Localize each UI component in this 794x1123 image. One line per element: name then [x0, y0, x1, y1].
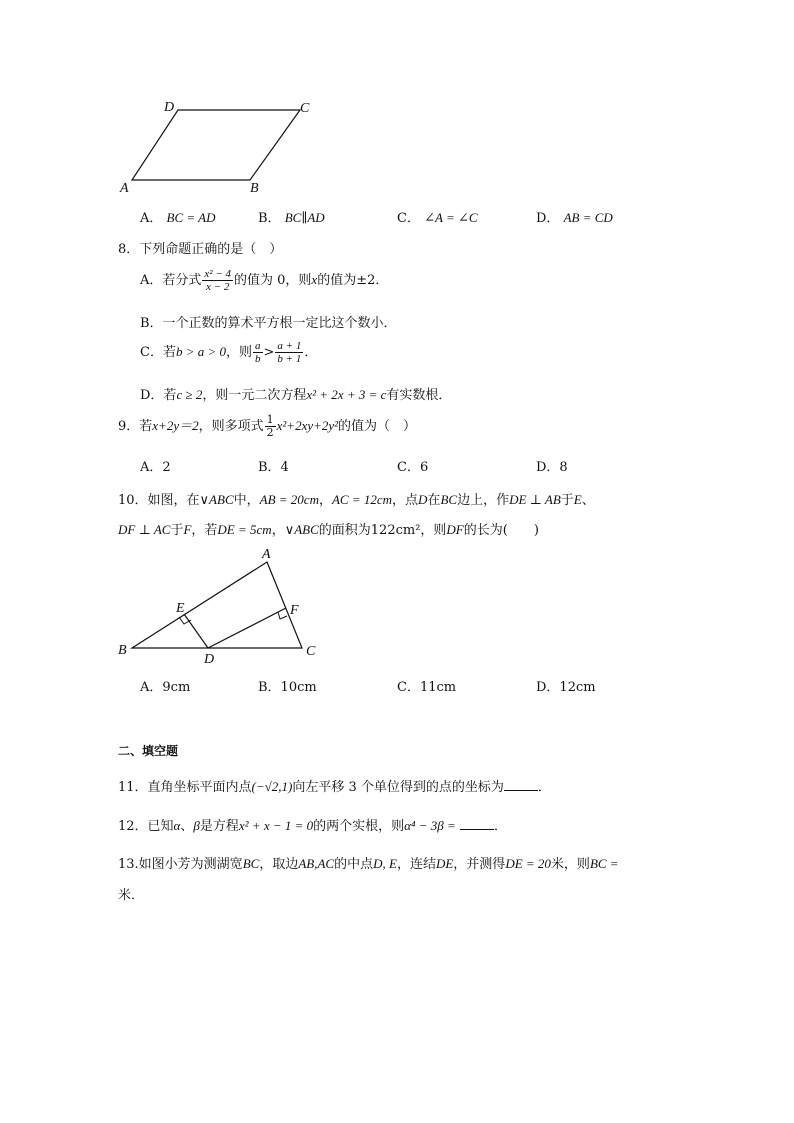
q9-stem: 9．若x+2y＝2，则多项式 $\frac{1}{2}$ x²+2xy+2y²的值为（ ） — [118, 413, 417, 439]
vertex-d: D — [164, 100, 175, 115]
q13-line1: 13.如图小芳为测湖宽BC，取边AB,AC的中点D, E，连结DE，并测得DE = 20米，则BC = — [118, 856, 619, 872]
triangle-figure — [110, 542, 330, 667]
q10-option-d: D．12cm — [536, 680, 596, 695]
q7-option-c: C． ∠A = ∠C — [397, 210, 478, 226]
vertex-b: B — [118, 643, 127, 658]
q10-stem-line1: 10．如图，在∨ABC中，AB = 20cm，AC = 12cm，点D在BC边上，作DE ⊥ AB于E、 — [118, 492, 595, 508]
q10-option-b: B．10cm — [258, 680, 317, 695]
q9-option-b: B．4 — [258, 460, 289, 475]
vertex-f: F — [290, 603, 299, 618]
q11: 11．直角坐标平面内点(−√2,1)向左平移 3 个单位得到的点的坐标为 ． — [118, 779, 551, 795]
vertex-d: D — [204, 652, 215, 667]
q12-answer-blank[interactable] — [460, 817, 494, 830]
vertex-e: E — [176, 601, 185, 616]
q8-option-b: B．一个正数的算术平方根一定比这个数小． — [140, 316, 397, 331]
q9-option-c: C．6 — [397, 460, 429, 475]
vertex-a: A — [262, 547, 271, 562]
q9-option-a: A．2 — [140, 460, 171, 475]
vertex-b: B — [250, 181, 259, 196]
q7-option-b: B． BC∥AD — [258, 210, 325, 226]
vertex-a: A — [120, 181, 129, 196]
vertex-c: C — [300, 101, 310, 116]
q13-line2: 米． — [118, 888, 145, 903]
q9-option-d: D．8 — [536, 460, 568, 475]
vertex-c: C — [306, 644, 316, 659]
q10-stem-line2: DF ⊥ AC于F，若DE = 5cm，∨ABC的面积为122cm²，则DF的长为( ) — [118, 522, 539, 538]
right-angle-f — [278, 612, 287, 619]
triangle-abc — [132, 562, 302, 648]
q7-option-a: A． BC = AD — [140, 210, 216, 226]
q12: 12．已知α、β是方程x² + x − 1 = 0的两个实根，则α⁴ − 3β = ． — [118, 818, 507, 834]
q8-stem: 8．下列命题正确的是（ ） — [118, 242, 283, 257]
q8-option-c: C．若b > a > 0，则 $\frac{a}{b}$ > $\frac{a + 1}{b + 1}$ ． — [140, 340, 318, 365]
parallelogram-shape — [132, 110, 300, 180]
segment-de — [184, 614, 208, 648]
q11-answer-blank[interactable] — [504, 778, 538, 791]
q8-a-fraction: $\frac{\text{x² − 4}}{x - 2}$ — [204, 268, 231, 293]
section-title: 二、填空题 — [118, 744, 179, 758]
q10-option-a: A．9cm — [140, 680, 191, 695]
q8-option-a: A．若分式 $\frac{\text{x² − 4}}{x - 2}$ 的值为 0，则x的值为±2． — [140, 268, 389, 293]
right-angle-e — [179, 617, 191, 624]
q10-option-c: C．11cm — [397, 680, 457, 695]
q7-option-d: D． AB = CD — [536, 210, 613, 226]
segment-df — [208, 608, 286, 648]
parallelogram-figure — [110, 92, 330, 202]
q8-option-d: D．若c ≥ 2，则一元二次方程x² + 2x + 3 = c有实数根． — [140, 387, 452, 403]
